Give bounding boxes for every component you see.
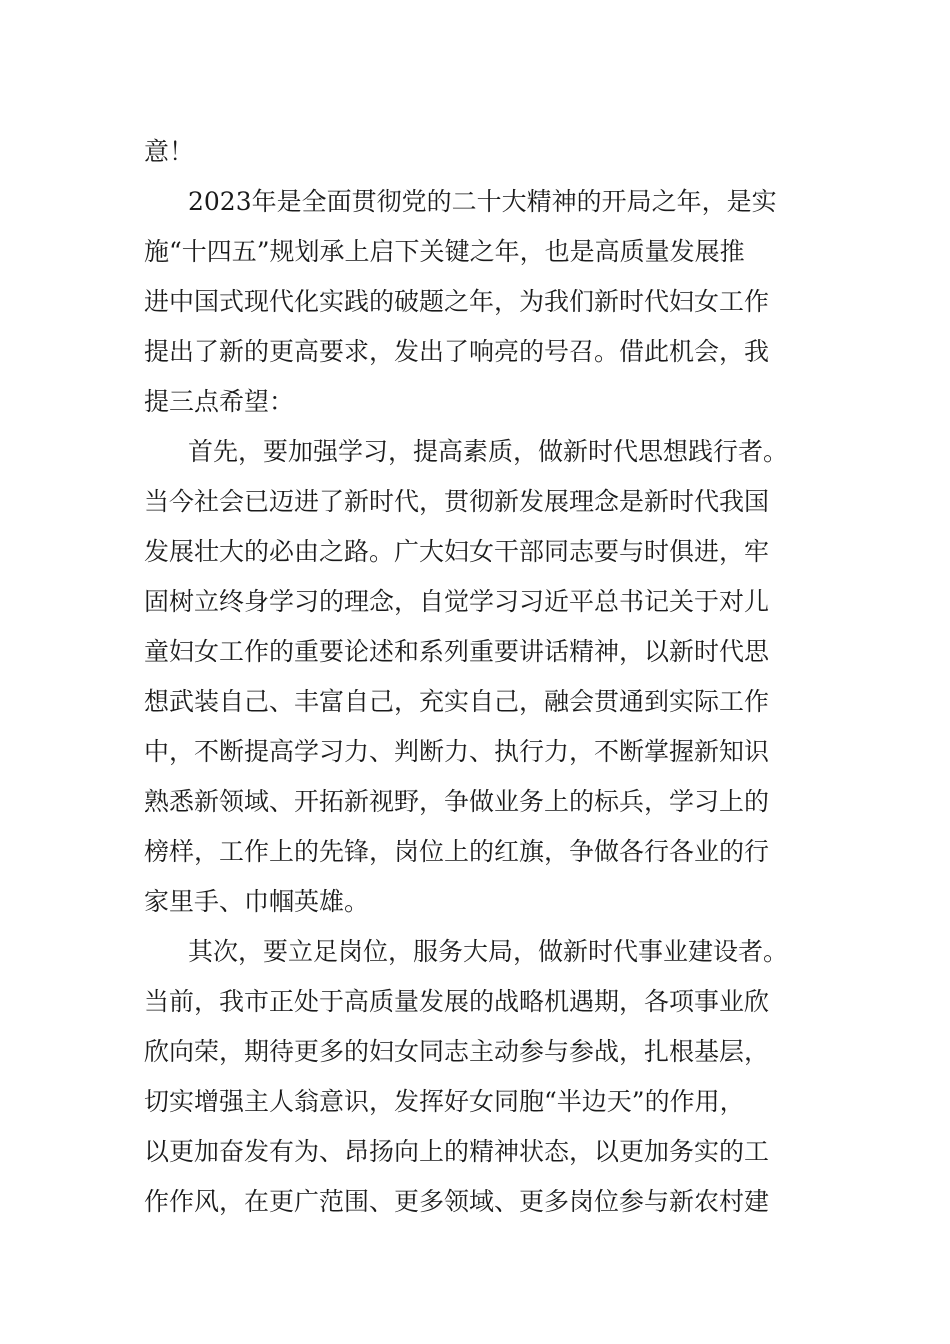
- body-text: [144, 132, 812, 1232]
- text-line: 固树立终身学习的理念，自觉学习习近平总书记关于对儿: [144, 587, 770, 616]
- text-line: 童妇女工作的重要论述和系列重要讲话精神，以新时代思: [144, 637, 770, 666]
- text-line: 意！: [144, 137, 195, 166]
- text-line: 熟悉新领域、开拓新视野，争做业务上的标兵，学习上的: [144, 787, 770, 816]
- text-line: 家里手、巾帼英雄。: [144, 887, 370, 916]
- text-line: 提出了新的更高要求，发出了响亮的号召。借此机会，我: [144, 337, 770, 366]
- text-line: 首先，要加强学习，提高素质，做新时代思想践行者。: [188, 437, 789, 466]
- text-line: 发展壮大的必由之路。广大妇女干部同志要与时俱进，牢: [144, 537, 770, 566]
- text-line: 作作风，在更广范围、更多领域、更多岗位参与新农村建: [144, 1187, 770, 1216]
- text-line: 当前，我市正处于高质量发展的战略机遇期，各项事业欣: [144, 987, 770, 1016]
- text-line: 其次，要立足岗位，服务大局，做新时代事业建设者。: [188, 937, 789, 966]
- text-line: 欣向荣，期待更多的妇女同志主动参与参战，扎根基层，: [144, 1037, 770, 1066]
- text-line: 想武装自己、丰富自己，充实自己，融会贯通到实际工作: [144, 687, 770, 716]
- text-line: 进中国式现代化实践的破题之年，为我们新时代妇女工作: [144, 287, 770, 316]
- text-line: 施“十四五”规划承上启下关键之年，也是高质量发展推: [144, 237, 745, 266]
- text-line: 榜样，工作上的先锋，岗位上的红旗，争做各行各业的行: [144, 837, 770, 866]
- text-line: 切实增强主人翁意识，发挥好女同胞“半边天”的作用，: [144, 1087, 745, 1116]
- text-line: 中，不断提高学习力、判断力、执行力，不断掌握新知识: [144, 737, 770, 766]
- text-line: 2023年是全面贯彻党的二十大精神的开局之年，是实: [188, 187, 777, 216]
- text-line: 提三点希望：: [144, 387, 295, 416]
- text-line: 当今社会已迈进了新时代，贯彻新发展理念是新时代我国: [144, 487, 770, 516]
- text-line: 以更加奋发有为、昂扬向上的精神状态，以更加务实的工: [144, 1137, 770, 1166]
